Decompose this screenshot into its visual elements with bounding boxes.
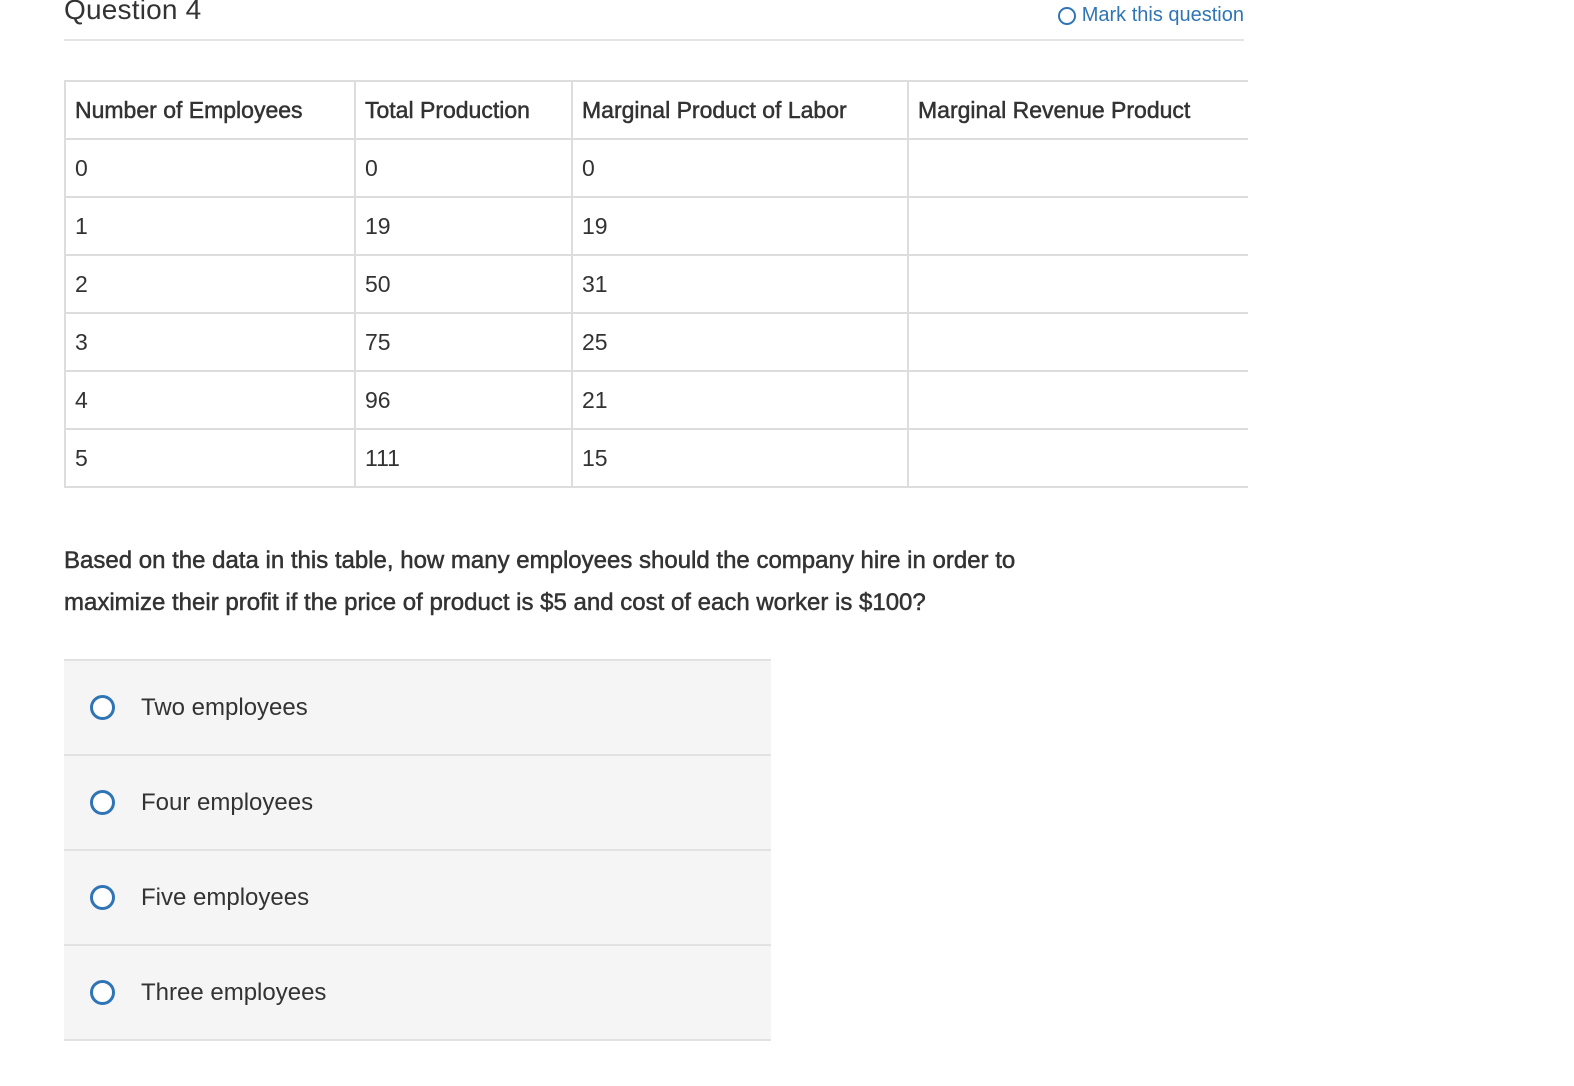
table-cell: 75 xyxy=(355,313,572,371)
answer-option-label: Two employees xyxy=(141,693,308,721)
answer-option-label: Three employees xyxy=(141,978,327,1006)
column-header: Number of Employees xyxy=(65,81,355,139)
table-row xyxy=(65,139,1248,197)
question-title: Question 4 xyxy=(64,0,202,25)
prompt-line: maximize their profit if the price of product is $5 and cost of each worker is $100? xyxy=(64,589,926,616)
table-cell: 0 xyxy=(355,139,572,197)
table-row xyxy=(65,429,1248,487)
table-row xyxy=(65,255,1248,313)
mark-question-label: Mark this question xyxy=(1081,4,1244,26)
table-cell: 5 xyxy=(65,429,355,487)
table-cell xyxy=(908,313,1248,371)
table-cell: 21 xyxy=(572,371,908,429)
table-header-row xyxy=(65,81,1248,139)
prompt-line: Based on the data in this table, how many employees should the company hire in order to xyxy=(64,547,1016,574)
radio-button[interactable] xyxy=(90,980,115,1005)
column-header: Total Production xyxy=(355,81,572,139)
table-cell: 0 xyxy=(65,139,355,197)
table-cell: 25 xyxy=(572,313,908,371)
answer-option[interactable] xyxy=(64,756,771,851)
table-cell: 19 xyxy=(355,197,572,255)
mark-question-button[interactable] xyxy=(1058,4,1244,27)
answer-choices xyxy=(64,659,771,1041)
answer-option-label: Four employees xyxy=(141,788,314,816)
question-prompt xyxy=(64,540,1204,624)
table-row xyxy=(65,197,1248,255)
table-cell: 19 xyxy=(572,197,908,255)
table-cell: 2 xyxy=(65,255,355,313)
column-header: Marginal Revenue Product xyxy=(908,81,1248,139)
table-cell: 15 xyxy=(572,429,908,487)
table-cell: 111 xyxy=(355,429,572,487)
table-cell xyxy=(908,371,1248,429)
table-cell: 1 xyxy=(65,197,355,255)
data-table xyxy=(64,80,1248,488)
table-row xyxy=(65,371,1248,429)
radio-button[interactable] xyxy=(90,695,115,720)
table-cell: 50 xyxy=(355,255,572,313)
table-cell xyxy=(908,429,1248,487)
table-cell xyxy=(908,255,1248,313)
circle-icon xyxy=(1058,7,1076,25)
table-row xyxy=(65,313,1248,371)
question-header xyxy=(64,0,1244,41)
column-header: Marginal Product of Labor xyxy=(572,81,908,139)
answer-option[interactable] xyxy=(64,851,771,946)
table-cell: 3 xyxy=(65,313,355,371)
table-cell xyxy=(908,139,1248,197)
table-cell: 96 xyxy=(355,371,572,429)
answer-option[interactable] xyxy=(64,661,771,756)
table-cell: 31 xyxy=(572,255,908,313)
table-cell: 4 xyxy=(65,371,355,429)
table-cell: 0 xyxy=(572,139,908,197)
radio-button[interactable] xyxy=(90,885,115,910)
answer-option-label: Five employees xyxy=(141,883,310,911)
answer-option[interactable] xyxy=(64,946,771,1041)
table-cell xyxy=(908,197,1248,255)
radio-button[interactable] xyxy=(90,790,115,815)
